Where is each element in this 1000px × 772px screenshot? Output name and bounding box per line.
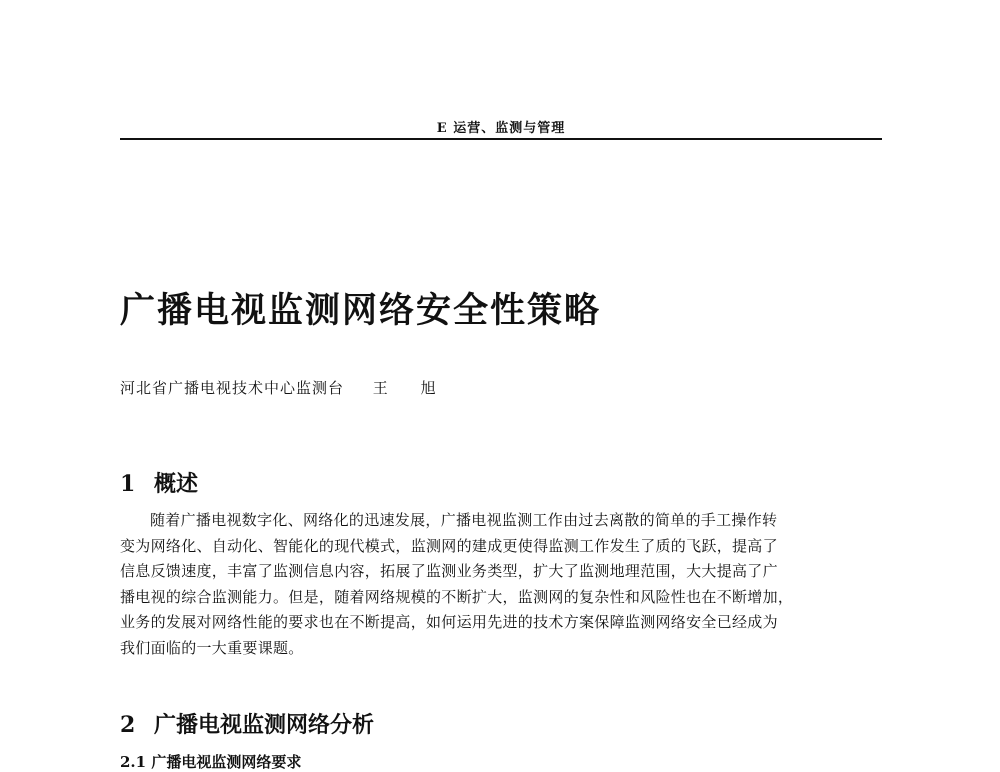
author-name: 王 旭: [372, 379, 450, 397]
section-number: 1: [120, 471, 136, 497]
subsection-heading-partial: 2.1 广播电视监测网络要求: [120, 753, 302, 771]
paragraph-line: 播电视的综合监测能力。但是，随着网络规模的不断扩大，监测网的复杂性和风险性也在不断增加，: [120, 587, 794, 606]
author-affiliation: 河北省广播电视技术中心监测台: [120, 379, 345, 397]
paragraph-line: 变为网络化、自动化、智能化的现代模式，监测网的建成更使得监测工作发生了质的飞跃，提高了: [120, 536, 778, 555]
section-heading-overview: [120, 467, 198, 498]
paragraph-line: 我们面临的一大重要课题。: [120, 638, 304, 657]
paragraph-line: 随着广播电视数字化、网络化的迅速发展，广播电视监测工作由过去离散的简单的手工操作转: [150, 511, 778, 529]
header-rule: [120, 138, 882, 140]
paragraph-line: 信息反馈速度，丰富了监测信息内容，拓展了监测业务类型，扩大了监测地理范围，大大提高了广: [120, 562, 778, 580]
section-number: 2: [120, 712, 136, 738]
running-header: E 运营、监测与管理: [436, 121, 566, 136]
article-title: 广播电视监测网络安全性策略: [120, 290, 602, 331]
section-heading-network-analysis: [120, 708, 374, 739]
section-title: 广播电视监测网络分析: [154, 712, 375, 738]
author-line: [120, 377, 450, 398]
overview-paragraph: [120, 508, 882, 661]
section-title: 概述: [154, 471, 199, 497]
paragraph-line: 业务的发展对网络性能的要求也在不断提高，如何运用先进的技术方案保障监测网络安全已经成为: [120, 613, 778, 631]
